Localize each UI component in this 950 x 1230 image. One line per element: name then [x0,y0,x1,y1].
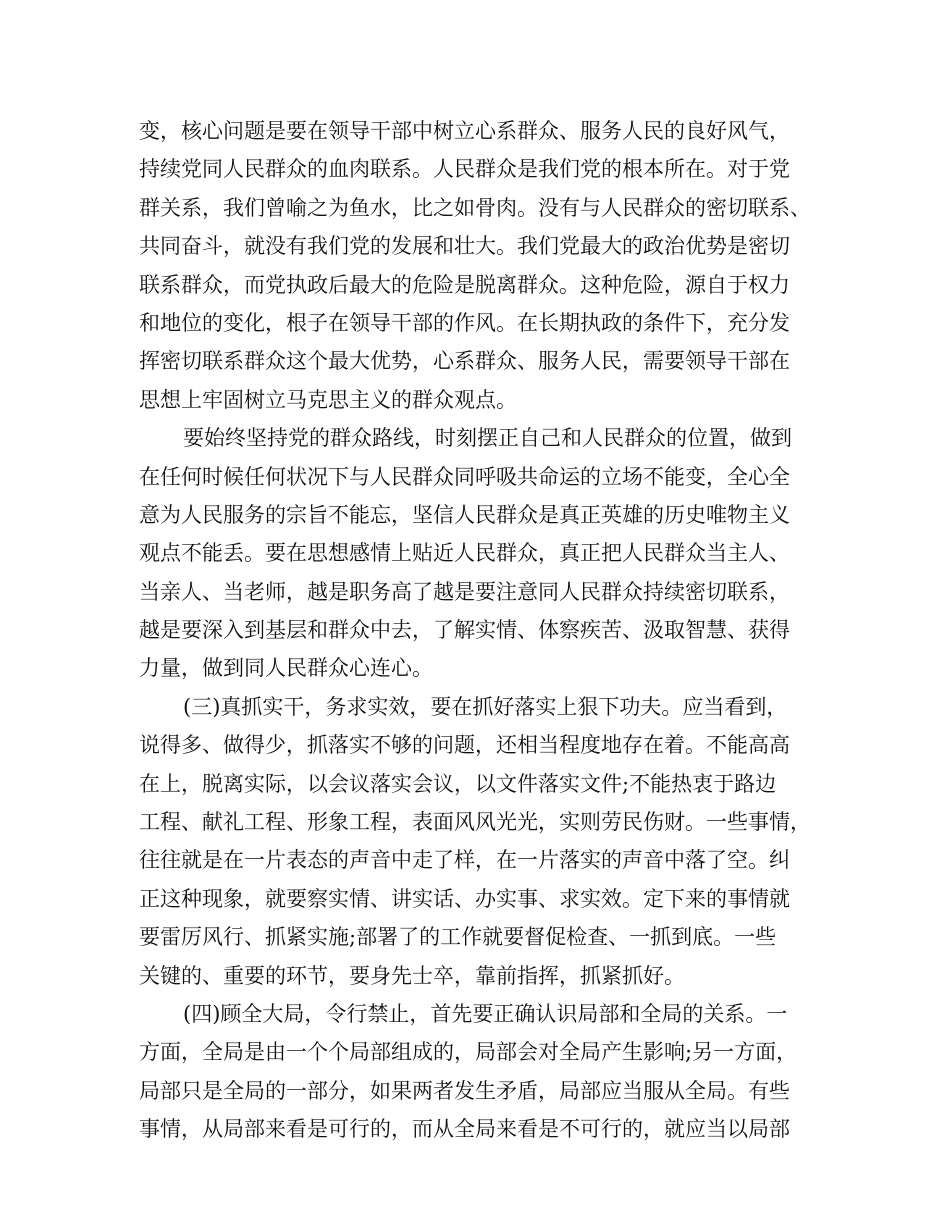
text-line: 越是要深入到基层和群众中去，了解实情、体察疾苦、汲取智慧、获得 [139,618,790,643]
text-line: 和地位的变化，根子在领导干部的作风。在长期执政的条件下，充分发 [139,310,790,335]
paragraph-2 [139,419,829,688]
text-line: (三)真抓实干，务求实效，要在抓好落实上狠下功夫。应当看到， [183,694,788,719]
text-line: 力量，做到同人民群众心连心。 [139,656,433,681]
text-line: 当亲人、当老师，越是职务高了越是要注意同人民群众持续密切联系， [139,579,790,604]
text-line: 事情，从局部来看是可行的，而从全局来看是不可行的，就应当以局部 [139,1117,790,1142]
text-line: 意为人民服务的宗旨不能忘，坚信人民群众是真正英雄的历史唯物主义 [139,502,790,527]
text-line: 群关系，我们曾喻之为鱼水，比之如骨肉。没有与人民群众的密切联系、 [139,195,811,220]
text-line: 在上，脱离实际，以会议落实会议，以文件落实文件;不能热衷于路边 [139,771,777,796]
paragraph-4 [139,995,829,1149]
text-line: 关键的、重要的环节，要身先士卒，靠前指挥，抓紧抓好。 [139,963,685,988]
text-line: 思想上牢固树立马克思主义的群众观点。 [139,387,517,412]
text-line: 观点不能丢。要在思想感情上贴近人民群众，真正把人民群众当主人、 [139,541,790,566]
paragraph-3 [139,688,829,995]
text-line: 正这种现象，就要察实情、讲实话、办实事、求实效。定下来的事情就 [139,886,790,911]
text-line: 共同奋斗，就没有我们党的发展和壮大。我们党最大的政治优势是密切 [139,234,790,259]
text-line: 说得多、做得少，抓落实不够的问题，还相当程度地存在着。不能高高 [139,733,790,758]
text-line: 要雷厉风行、抓紧实施;部署了的工作就要督促检查、一抓到底。一些 [139,925,777,950]
text-line: 变，核心问题是要在领导干部中树立心系群众、服务人民的良好风气， [139,119,790,143]
text-line: 挥密切联系群众这个最大优势，心系群众、服务人民，需要领导干部在 [139,349,790,374]
text-line: (四)顾全大局，令行禁止，首先要正确认识局部和全局的关系。一 [183,1001,788,1026]
paragraph-1 [139,112,829,419]
text-line: 在任何时候任何状况下与人民群众同呼吸共命运的立场不能变，全心全 [139,464,790,489]
text-line: 方面，全局是由一个个局部组成的，局部会对全局产生影响;另一方面， [139,1040,798,1065]
text-line: 局部只是全局的一部分，如果两者发生矛盾，局部应当服从全局。有些 [139,1078,790,1103]
text-line: 要始终坚持党的群众路线，时刻摆正自己和人民群众的位置，做到 [183,426,792,451]
document-body [139,112,829,1149]
text-line: 往往就是在一片表态的声音中走了样，在一片落实的声音中落了空。纠 [139,848,790,873]
text-line: 持续党同人民群众的血肉联系。人民群众是我们党的根本所在。对于党 [139,157,790,182]
text-line: 联系群众，而党执政后最大的危险是脱离群众。这种危险，源自于权力 [139,272,790,297]
text-line: 工程、献礼工程、形象工程，表面风风光光，实则劳民伤财。一些事情， [139,810,811,835]
